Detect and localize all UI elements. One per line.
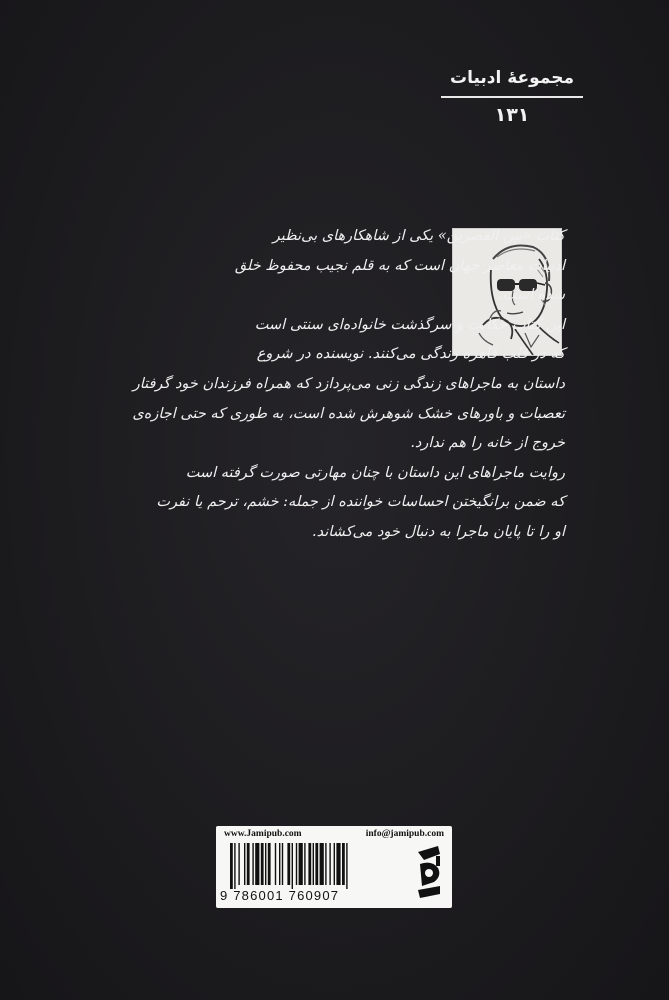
blurb-line: شده است. bbox=[498, 287, 565, 304]
series-divider bbox=[441, 96, 583, 98]
series-title: مجموعهٔ ادبیات bbox=[449, 68, 574, 88]
blurb-paragraph-2 bbox=[95, 311, 565, 459]
blurb-line: که ضمن برانگیختن احساسات خواننده از جمله: خشم، ترحم یا نفرت bbox=[156, 494, 565, 511]
blurb-line: تعصبات و باورهای خشک شوهرش شده است، به طوری که حتی اجازه‌ی bbox=[132, 405, 565, 422]
isbn-number: 9 786001 760907 bbox=[220, 888, 340, 903]
blurb-line: که در قلب قاهره زندگی می‌کنند. نویسنده در شروع bbox=[256, 346, 565, 363]
blurb-paragraph-1 bbox=[210, 222, 565, 311]
blurb-line: داستان به ماجراهای زندگی زنی می‌پردازد که همراه فرزندان خود گرفتار bbox=[132, 375, 565, 392]
isbn-barcode bbox=[226, 843, 406, 889]
blurb-line: خروج از خانه را هم ندارد. bbox=[410, 435, 565, 452]
blurb-line: او را تا پایان ماجرا به دنبال خود می‌کشاند. bbox=[311, 523, 565, 540]
book-description bbox=[95, 222, 565, 548]
publisher-contacts bbox=[224, 829, 444, 839]
blurb-line: این کتاب حکایت و سرگذشت خانواده‌ای سنتی است bbox=[254, 316, 565, 333]
blurb-line: کتاب «بین القصرین» یکی از شاهکارهای بی‌نظیر bbox=[272, 228, 565, 244]
publisher-logo-icon bbox=[412, 842, 446, 904]
blurb-line: ادبیات معاصر جهان است که به قلم نجیب محفوظ خلق bbox=[234, 257, 565, 274]
blurb-line: روایت ماجراهای این داستان با چنان مهارتی صورت گرفته است bbox=[185, 464, 565, 481]
series-number: ۱۳۱ bbox=[494, 104, 530, 126]
barcode-panel bbox=[216, 826, 452, 908]
publisher-website: www.Jamipub.com bbox=[224, 829, 302, 839]
publisher-email: info@jamipub.com bbox=[365, 829, 444, 839]
series-label bbox=[437, 66, 587, 128]
blurb-paragraph-3 bbox=[95, 459, 565, 548]
